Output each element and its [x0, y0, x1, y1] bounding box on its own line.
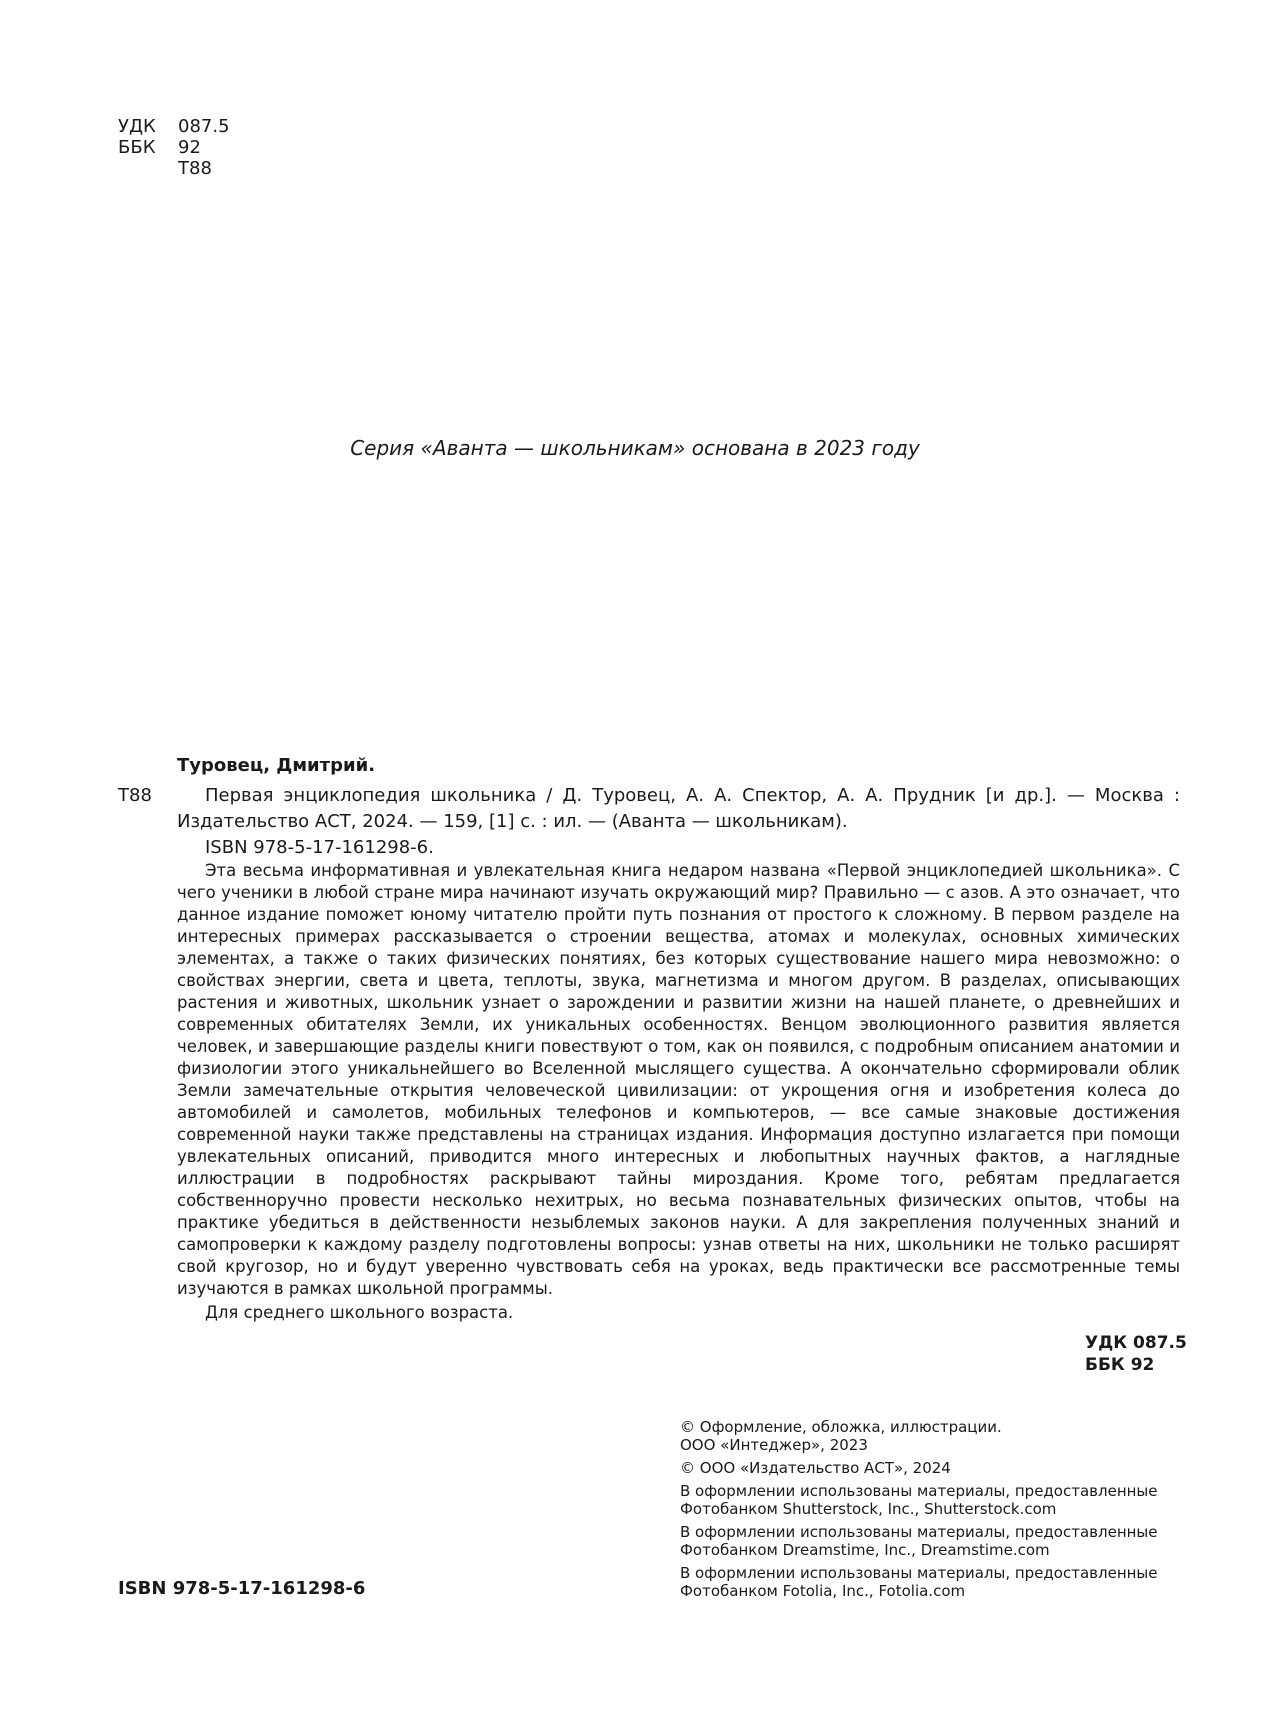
copyright-line-design: © Оформление, обложка, иллюстрации. [680, 1418, 1002, 1436]
udk-summary: УДК 087.5 [1085, 1333, 1187, 1353]
bibliographic-description [177, 783, 1180, 861]
isbn-bottom: ISBN 978-5-17-161298-6 [118, 1578, 366, 1599]
copyright-line-integer: ООО «Интеджер», 2023 [680, 1436, 868, 1454]
credit-fotolia-a: В оформлении использованы материалы, предоставленные [680, 1564, 1158, 1582]
copyright-block [680, 1418, 1180, 1605]
annotation-text: Эта весьма информативная и увлекательная книга недаром названа «Первой энциклопедией школьника». С чего ученики в любой стране мира начинают изучать окружающий мир? Правильно — с азов. А это означает, что данное издание поможет юному читателю пройти путь познания от простого к сложному. В первом разделе на интересных примерах рассказывается о строении вещества, атомах и молекулах, основных химических элементах, а также о таких физических понятиях, без которых существование нашего мира невозможно: о свойствах энергии, света и цвета, теплоты, звука, магнетизма и многом другом. В разделах, описывающих растения и животных, школьник узнает о зарождении и развитии жизни на нашей планете, о древнейших и современных обитателях Земли, их уникальных особенностях. Венцом эволюционного развития является человек, и завершающие разделы книги повествуют о том, как он появился, с подробным описанием анатомии и физиологии этого уникальнейшего во Вселенной мыслящего существа. А окончательно сформировали облик Земли замечательные открытия человеческой цивилизации: от укрощения огня и изобретения колеса до автомобилей и самолетов, мобильных телефонов и компьютеров, — все самые знаковые достижения современной науки также представлены на страницах издания. Информация доступно излагается при помощи увлекательных описаний, приводится много интересных и любопытных научных фактов, а наглядные иллюстрации в подробностях раскрывают тайны мироздания. Кроме того, ребятам предлагается собственноручно провести несколько нехитрых, но весьма познавательных физических опытов, чтобы на практике убедиться в действенности незыблемых законов науки. А для закрепления полученных знаний и самопроверки к каждому разделу подготовлены вопросы: узнав ответы на них, школьники не только расширят свой кругозор, но и будут уверенно чувствовать себя на уроках, ведь практически все рассмотренные темы изучаются в рамках школьной программы. [177, 861, 1180, 1298]
title-line-2: Издательство АСТ, 2024. — 159, [1] с. : ил. — (Аванта — школьникам). [177, 811, 848, 832]
copyright-line-ast: © ООО «Издательство АСТ», 2024 [680, 1459, 951, 1477]
udk-value: 087.5 [178, 116, 230, 137]
classification-codes [118, 116, 230, 179]
author-heading: Туровец, Дмитрий. [177, 755, 376, 776]
credit-shutterstock-b: Фотобанком Shutterstock, Inc., Shutterstock.com [680, 1500, 1057, 1518]
bbk-value: 92 [178, 137, 201, 158]
author-mark-row [118, 158, 230, 179]
isbn-line: ISBN 978-5-17-161298-6. [205, 837, 434, 858]
author-mark-top: Т88 [178, 158, 212, 179]
classification-summary [1085, 1332, 1187, 1376]
author-mark-entry: Т88 [118, 785, 152, 806]
bbk-row [118, 137, 230, 158]
series-note: Серия «Аванта — школьникам» основана в 2023 году [350, 436, 920, 460]
udk-label: УДК [118, 116, 156, 137]
bbk-summary: ББК 92 [1085, 1355, 1155, 1375]
title-line-1: Первая энциклопедия школьника / Д. Туровец, А. А. Спектор, А. А. Прудник [и др.]. — Москва : [205, 785, 1180, 806]
annotation [177, 860, 1180, 1324]
audience-note: Для среднего школьного возраста. [205, 1303, 514, 1322]
credit-dreamstime-a: В оформлении использованы материалы, предоставленные [680, 1523, 1158, 1541]
credit-fotolia-b: Фотобанком Fotolia, Inc., Fotolia.com [680, 1582, 966, 1600]
credit-shutterstock-a: В оформлении использованы материалы, предоставленные [680, 1482, 1158, 1500]
bbk-label: ББК [118, 137, 156, 158]
udk-row [118, 116, 230, 137]
credit-dreamstime-b: Фотобанком Dreamstime, Inc., Dreamstime.com [680, 1541, 1050, 1559]
